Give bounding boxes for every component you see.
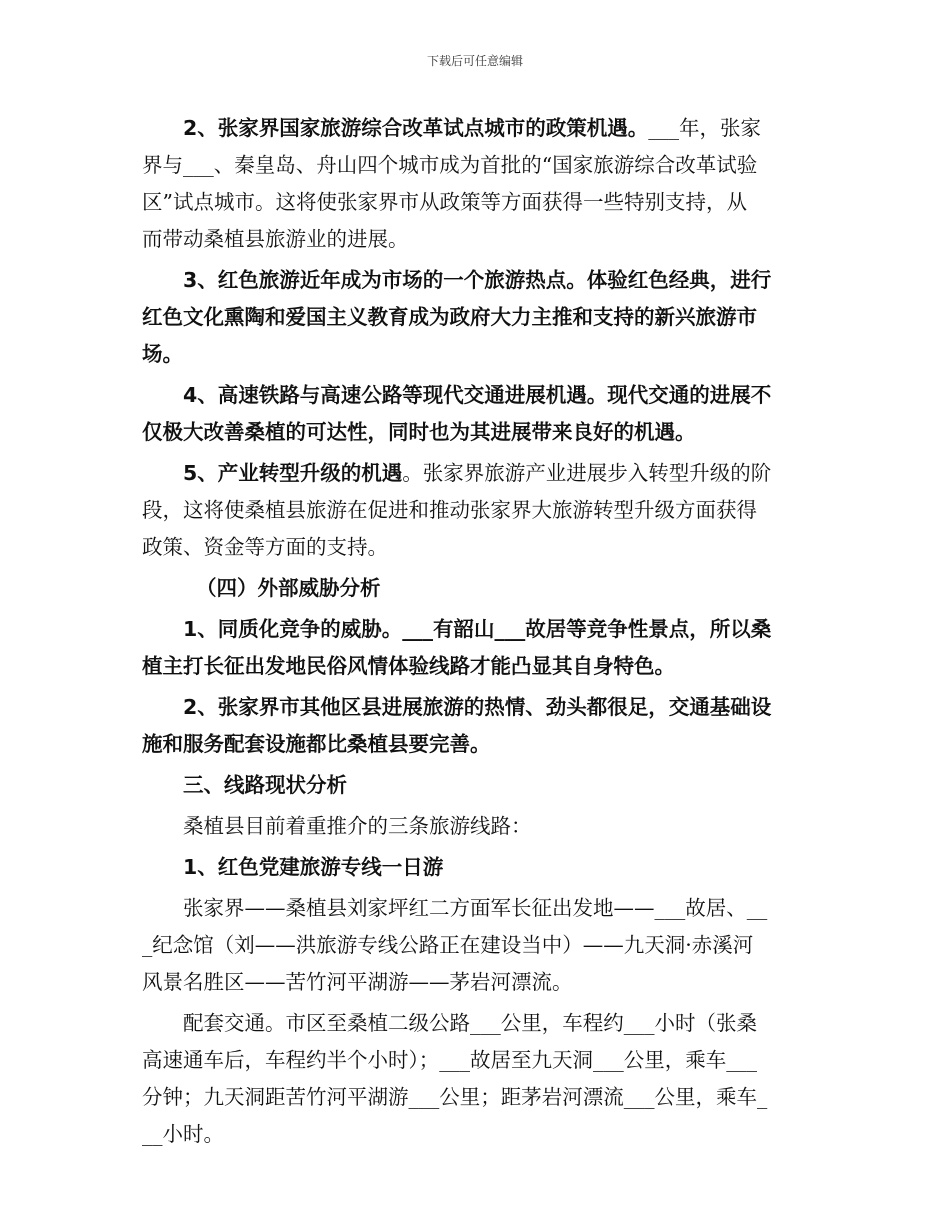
bold-heading: 5、产业转型升级的机遇 xyxy=(183,461,403,485)
text-line: 场。 xyxy=(142,342,183,366)
text-line: 高速通车后，车程约半个小时）；___故居至九天洞___公里，乘车___ xyxy=(142,1048,757,1072)
text-line: 3、红色旅游近年成为市场的一个旅游热点。体验红色经典，进行 xyxy=(183,268,772,292)
text-line: 政策、资金等方面的支持。 xyxy=(142,535,388,559)
text-line xyxy=(142,110,812,147)
text-line: 施和服务配套设施都比桑植县要完善。 xyxy=(142,732,491,756)
bold-heading: 2、张家界国家旅游综合改革试点城市的政策机遇。 xyxy=(183,116,649,140)
section-heading-threats: （四）外部威胁分析 xyxy=(196,576,381,600)
section-heading-routes: 三、线路现状分析 xyxy=(183,773,347,797)
text-line: 而带动桑植县旅游业的进展。 xyxy=(142,227,409,251)
text-run: 。张家界旅游产业进展步入转型升级的阶 xyxy=(402,461,772,485)
page-header: 下载后可任意编辑 xyxy=(426,54,523,68)
text-line: _纪念馆（刘——洪旅游专线公路正在建设当中）——九天洞·赤溪河 xyxy=(142,933,754,957)
text-line: 红色文化熏陶和爱国主义教育成为政府大力主推和支持的新兴旅游市 xyxy=(142,305,757,329)
text-line: 植主打长征出发地民俗风情体验线路才能凸显其自身特色。 xyxy=(142,654,675,678)
document-body xyxy=(142,110,812,1153)
text-line: 风景名胜区——苦竹河平湖游——茅岩河漂流。 xyxy=(142,970,573,994)
text-line: 区”试点城市。这将使张家界市从政策等方面获得一些特别支持，从 xyxy=(142,190,747,214)
text-line: 2、张家界市其他区县进展旅游的热情、劲头都很足，交通基础设 xyxy=(183,695,772,719)
text-line: 张家界——桑植县刘家坪红二方面军长征出发地——___故居、__ xyxy=(183,896,768,920)
paragraph-competition-threat xyxy=(142,611,812,685)
paragraph-red-tourism xyxy=(142,262,812,373)
paragraph-route-one-detail xyxy=(142,890,812,1001)
subheading-route-one: 1、红色党建旅游专线一日游 xyxy=(183,855,444,879)
paragraph-routes-intro: 桑植县目前着重推介的三条旅游线路： xyxy=(183,814,532,838)
text-line: 1、同质化竞争的威胁。___有韶山___故居等竞争性景点，所以桑 xyxy=(183,617,772,641)
text-line: __小时。 xyxy=(142,1122,224,1146)
text-line: 界与___、秦皇岛、舟山四个城市成为首批的“国家旅游综合改革试验 xyxy=(142,153,758,177)
paragraph-other-districts xyxy=(142,689,812,763)
paragraph-transport-detail xyxy=(142,1005,812,1153)
text-line: 配套交通。市区至桑植二级公路___公里，车程约___小时（张桑 xyxy=(183,1011,757,1035)
text-run: ___年，张家 xyxy=(648,116,762,140)
text-line xyxy=(142,455,812,492)
text-line: 4、高速铁路与高速公路等现代交通进展机遇。现代交通的进展不 xyxy=(183,383,772,407)
paragraph-transport-opportunity xyxy=(142,377,812,451)
text-line: 分钟；九天洞距苦竹河平湖游___公里；距茅岩河漂流___公里，乘车_ xyxy=(142,1085,768,1109)
text-line: 仅极大改善桑植的可达性，同时也为其进展带来良好的机遇。 xyxy=(142,420,696,444)
paragraph-industry-upgrade xyxy=(142,455,812,566)
paragraph-policy-opportunity xyxy=(142,110,812,258)
text-line: 段，这将使桑植县旅游在促进和推动张家界大旅游转型升级方面获得 xyxy=(142,498,757,522)
